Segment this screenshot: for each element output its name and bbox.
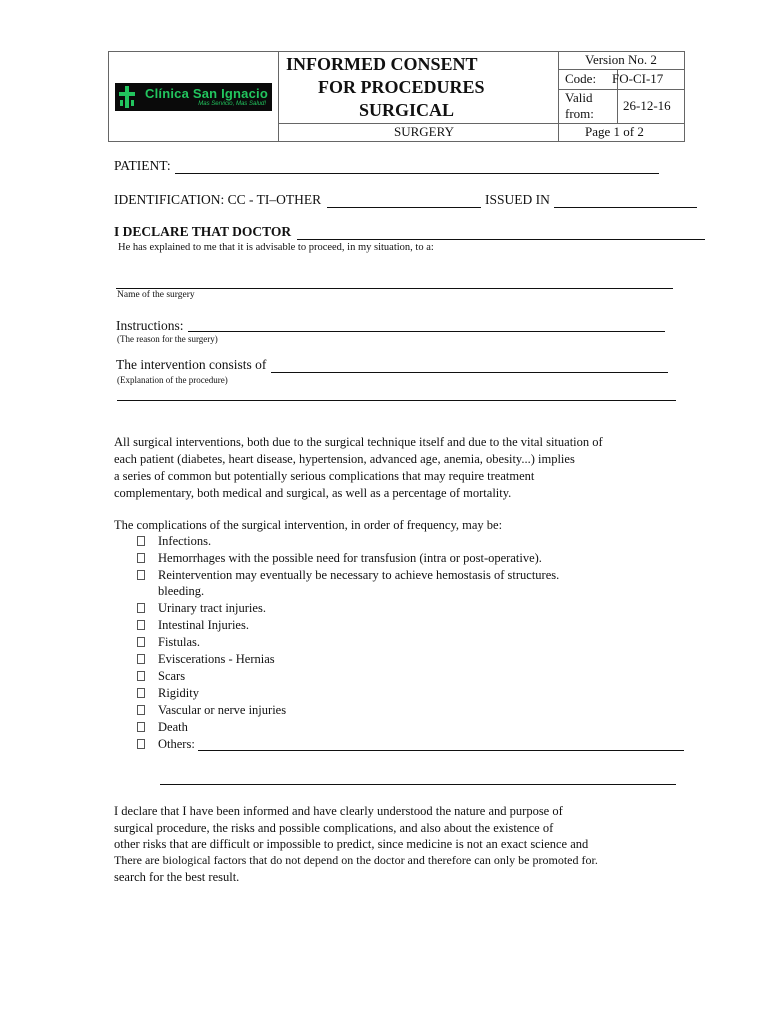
surgery-name-caption: Name of the surgery [117,290,195,300]
others-field-2[interactable] [160,784,676,785]
instructions-caption: (The reason for the surgery) [117,334,218,344]
document-title-line-3: SURGICAL [359,100,455,120]
doctor-name-field[interactable] [297,239,705,240]
checkbox[interactable] [137,654,145,664]
others-field[interactable] [198,750,684,751]
list-item: Infections. [158,534,212,548]
checkbox[interactable] [137,570,145,580]
explained-text: He has explained to me that it is advisable to proceed, in my situation, to a: [118,242,434,253]
list-item: Eviscerations - Hernias [158,652,275,666]
list-item: Reintervention may eventually be necessary to achieve hemostasis of structures. [158,568,560,582]
paragraph-line: other risks that are difficult or impossible to predict, since medicine is not an exact science and [114,837,589,851]
paragraph-line: complementary, both medical and surgical, as well as a percentage of mortality. [114,486,512,500]
paragraph-line: I declare that I have been informed and have clearly understood the nature and purpose of [114,804,563,818]
checkbox[interactable] [137,603,145,613]
paragraph-line: each patient (diabetes, heart disease, hypertension, advanced age, anemia, obesity...) implies [114,452,575,466]
issued-in-label: ISSUED IN [485,192,550,207]
intervention-label: The intervention consists of [116,357,267,372]
document-title-line-1: INFORMED CONSENT [286,54,478,74]
code-value: FO-CI-17 [612,71,664,86]
checkbox[interactable] [137,722,145,732]
paragraph-line: a series of common but potentially serious complications that may require treatment [114,469,535,483]
intervention-caption: (Explanation of the procedure) [117,375,228,385]
valid-label-from: from: [565,106,594,121]
checkbox[interactable] [137,705,145,715]
page-number: Page 1 of 2 [585,124,644,139]
medical-cross-icon [119,86,135,108]
valid-label: Valid [565,90,593,105]
patient-label: PATIENT: [114,158,171,173]
list-item: Death [158,720,188,734]
patient-field[interactable] [175,173,659,174]
declare-doctor-label: I DECLARE THAT DOCTOR [114,224,292,239]
checkbox[interactable] [137,620,145,630]
document-subtitle: SURGERY [394,124,454,139]
header-divider [278,52,279,141]
list-item: Fistulas. [158,635,201,649]
list-item-continuation: bleeding. [158,584,205,598]
list-item: Hemorrhages with the possible need for transfusion (intra or post-operative). [158,551,542,565]
checkbox[interactable] [137,671,145,681]
list-item: Urinary tract injuries. [158,601,266,615]
checkbox[interactable] [137,536,145,546]
list-item: Intestinal Injuries. [158,618,249,632]
checkbox[interactable] [137,553,145,563]
intervention-field[interactable] [271,372,668,373]
issued-in-field[interactable] [554,207,697,208]
header-divider [558,69,685,70]
paragraph-line: All surgical interventions, both due to the surgical technique itself and due to the vital situation of [114,435,603,449]
instructions-label: Instructions: [116,318,184,333]
paragraph-line: surgical procedure, the risks and possible complications, and also about the existence of [114,821,554,835]
list-item: Others: [158,737,195,751]
paragraph-line: search for the best result. [114,870,240,884]
clinic-logo [115,83,272,111]
identification-label: IDENTIFICATION: CC - TI–OTHER [114,192,322,207]
valid-date: 26-12-16 [623,98,671,113]
checkbox[interactable] [137,637,145,647]
paragraph-line: There are biological factors that do not depend on the doctor and therefore can only be promoted for. [114,853,598,867]
clinic-name: Clínica San Ignacio [145,86,268,101]
document-header [108,51,685,142]
instructions-field[interactable] [188,331,665,332]
checkbox[interactable] [137,739,145,749]
list-item: Rigidity [158,686,199,700]
complications-intro: The complications of the surgical intervention, in order of frequency, may be: [114,518,503,532]
list-item: Scars [158,669,186,683]
list-item: Vascular or nerve injuries [158,703,287,717]
document-title-line-2: FOR PROCEDURES [318,77,485,97]
version-number: Version No. 2 [585,52,657,67]
identification-field[interactable] [327,207,481,208]
clinic-tagline: Mas Servicio, Mas Salud! [198,101,266,107]
code-label: Code: [565,71,597,86]
header-divider [558,52,559,141]
surgery-name-field[interactable] [116,288,673,289]
checkbox[interactable] [137,688,145,698]
intervention-field-2[interactable] [117,400,676,401]
